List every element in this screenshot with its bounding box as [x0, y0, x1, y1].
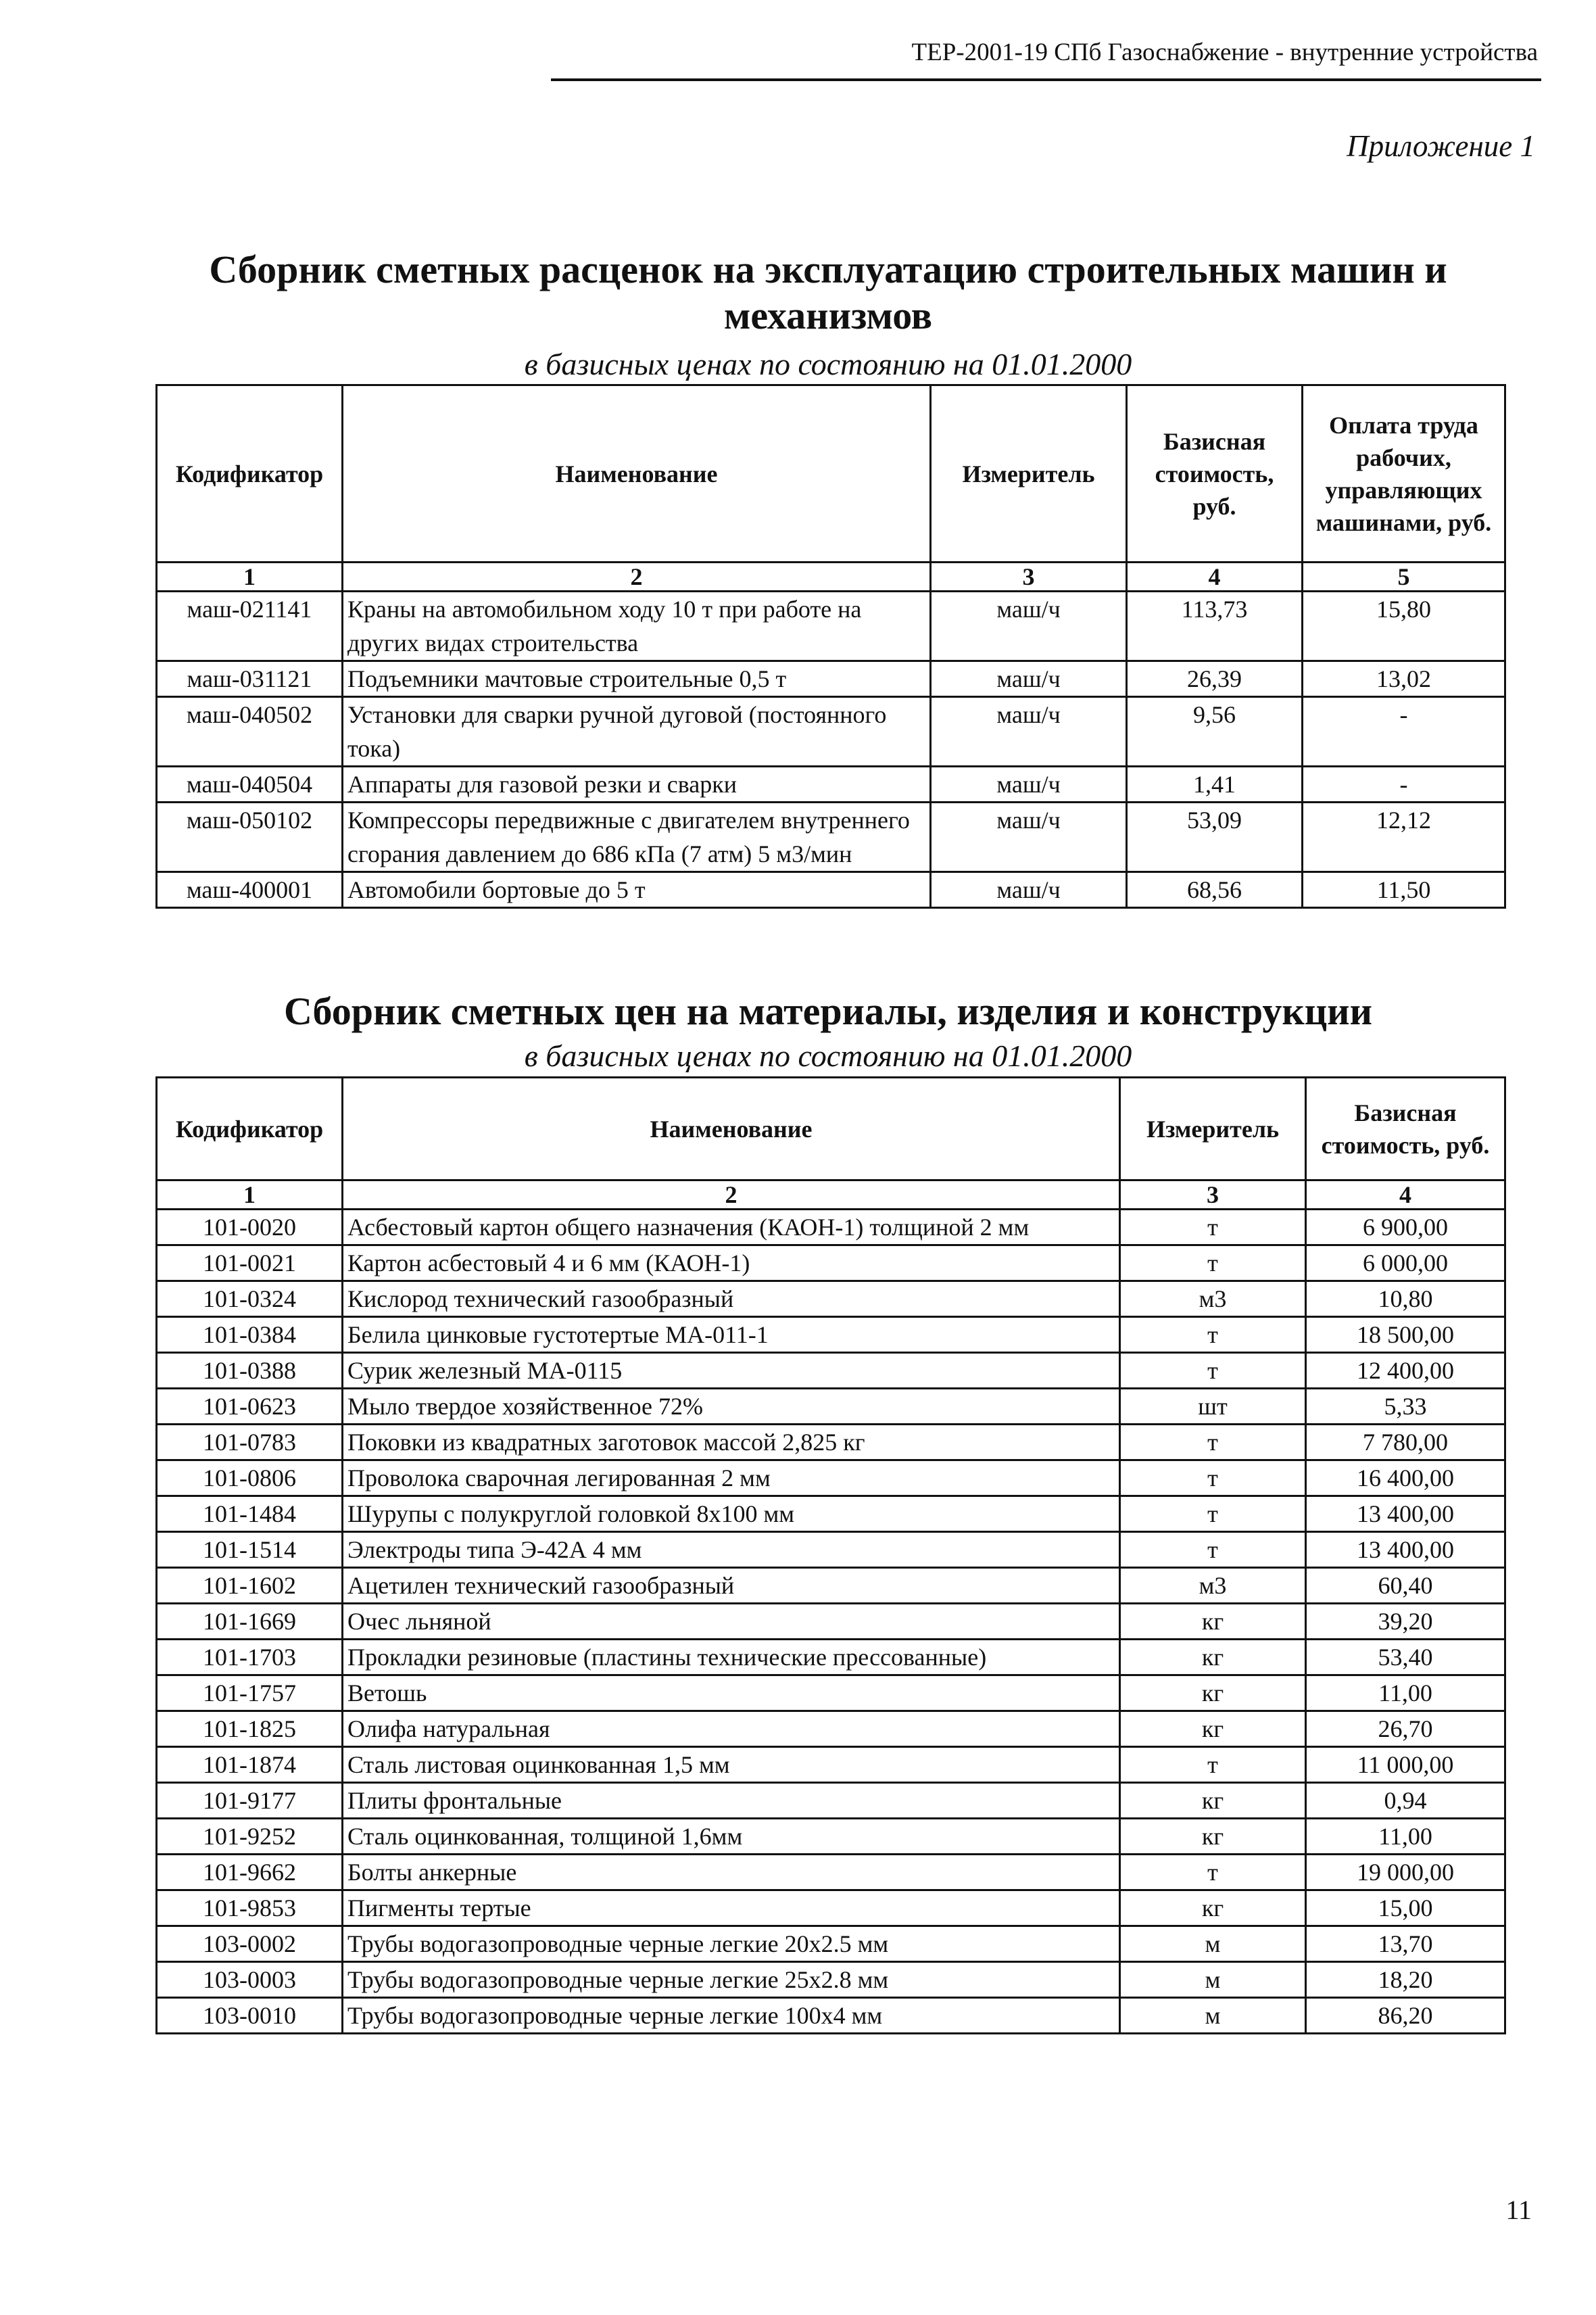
- table-row: [157, 1317, 1505, 1353]
- materials-cell-unit: кг: [1120, 1819, 1306, 1855]
- table-row: [157, 1604, 1505, 1640]
- materials-cell-unit: т: [1120, 1353, 1306, 1389]
- materials-cell-unit: кг: [1120, 1890, 1306, 1926]
- table-row: [157, 592, 1505, 661]
- materials-cell-name: Плиты фронтальные: [343, 1783, 1120, 1819]
- materials-cell-unit: кг: [1120, 1604, 1306, 1640]
- materials-cell-unit: т: [1120, 1532, 1306, 1568]
- materials-cell-name: Асбестовый картон общего назначения (КАОН-1) толщиной 2 мм: [343, 1210, 1120, 1245]
- materials-cell-code: 101-9662: [157, 1855, 343, 1890]
- materials-cell-cost: 18,20: [1306, 1962, 1505, 1998]
- machines-header-row: [157, 385, 1505, 563]
- machines-cell-unit: маш/ч: [931, 767, 1127, 803]
- materials-cell-name: Ацетилен технический газообразный: [343, 1568, 1120, 1604]
- materials-header-unit: Измеритель: [1120, 1078, 1306, 1180]
- materials-colnum: 4: [1306, 1180, 1505, 1210]
- machines-cell-code: маш-050102: [157, 803, 343, 872]
- table-row: [157, 1460, 1505, 1496]
- machines-colnum: 3: [931, 563, 1127, 592]
- machines-subtitle: в базисных ценах по состоянию на 01.01.2000: [524, 347, 1132, 381]
- machines-header-cost: Базисная стоимость, руб.: [1127, 385, 1303, 563]
- materials-cell-name: Олифа натуральная: [343, 1711, 1120, 1747]
- materials-cell-cost: 13 400,00: [1306, 1496, 1505, 1532]
- materials-cell-code: 101-1602: [157, 1568, 343, 1604]
- materials-cell-cost: 26,70: [1306, 1711, 1505, 1747]
- table-row: [157, 1245, 1505, 1281]
- materials-cell-code: 103-0003: [157, 1962, 343, 1998]
- machines-cell-unit: маш/ч: [931, 592, 1127, 661]
- materials-cell-name: Ветошь: [343, 1675, 1120, 1711]
- materials-cell-cost: 18 500,00: [1306, 1317, 1505, 1353]
- materials-cell-name: Картон асбестовый 4 и 6 мм (КАОН-1): [343, 1245, 1120, 1281]
- materials-column-numbers: [157, 1180, 1505, 1210]
- materials-cell-unit: кг: [1120, 1711, 1306, 1747]
- machines-title-line2: механизмов: [723, 293, 933, 337]
- table-row: [157, 697, 1505, 767]
- machines-colnum: 4: [1127, 563, 1303, 592]
- materials-cell-code: 101-0806: [157, 1460, 343, 1496]
- materials-cell-unit: т: [1120, 1496, 1306, 1532]
- materials-cell-code: 101-1514: [157, 1532, 343, 1568]
- materials-cell-name: Сталь листовая оцинкованная 1,5 мм: [343, 1747, 1120, 1783]
- materials-cell-code: 101-1757: [157, 1675, 343, 1711]
- table-row: [157, 1353, 1505, 1389]
- materials-cell-cost: 6 000,00: [1306, 1245, 1505, 1281]
- materials-cell-cost: 5,33: [1306, 1389, 1505, 1425]
- machines-cell-cost: 1,41: [1127, 767, 1303, 803]
- materials-cell-name: Очес льняной: [343, 1604, 1120, 1640]
- materials-cell-name: Прокладки резиновые (пластины технические прессованные): [343, 1640, 1120, 1675]
- materials-cell-cost: 16 400,00: [1306, 1460, 1505, 1496]
- materials-cell-unit: м: [1120, 1998, 1306, 2034]
- materials-cell-unit: т: [1120, 1747, 1306, 1783]
- table-row: [157, 1675, 1505, 1711]
- table-row: [157, 1783, 1505, 1819]
- materials-cell-unit: шт: [1120, 1389, 1306, 1425]
- materials-cell-code: 101-0623: [157, 1389, 343, 1425]
- materials-header-name: Наименование: [343, 1078, 1120, 1180]
- materials-cell-name: Проволока сварочная легированная 2 мм: [343, 1460, 1120, 1496]
- appendix-label: Приложение 1: [1347, 129, 1535, 163]
- materials-colnum: 1: [157, 1180, 343, 1210]
- machines-cell-name: Аппараты для газовой резки и сварки: [343, 767, 931, 803]
- machines-colnum: 1: [157, 563, 343, 592]
- table-row: [157, 1281, 1505, 1317]
- materials-cell-unit: т: [1120, 1210, 1306, 1245]
- materials-cell-name: Трубы водогазопроводные черные легкие 100х4 мм: [343, 1998, 1120, 2034]
- materials-cell-cost: 15,00: [1306, 1890, 1505, 1926]
- materials-cell-code: 101-0020: [157, 1210, 343, 1245]
- materials-cell-name: Пигменты тертые: [343, 1890, 1120, 1926]
- materials-title: Сборник сметных цен на материалы, изделия и конструкции: [283, 989, 1373, 1033]
- machines-colnum: 2: [343, 563, 931, 592]
- machines-cell-wage: 12,12: [1303, 803, 1505, 872]
- materials-cell-unit: т: [1120, 1317, 1306, 1353]
- materials-colnum: 2: [343, 1180, 1120, 1210]
- materials-cell-code: 101-1825: [157, 1711, 343, 1747]
- machines-cell-unit: маш/ч: [931, 697, 1127, 767]
- machines-cell-code: маш-040502: [157, 697, 343, 767]
- materials-cell-code: 101-9252: [157, 1819, 343, 1855]
- table-row: [157, 1210, 1505, 1245]
- table-row: [157, 803, 1505, 872]
- materials-cell-cost: 13 400,00: [1306, 1532, 1505, 1568]
- table-row: [157, 1855, 1505, 1890]
- machines-cell-wage: 15,80: [1303, 592, 1505, 661]
- table-row: [157, 872, 1505, 908]
- materials-cell-cost: 19 000,00: [1306, 1855, 1505, 1890]
- machines-cell-code: маш-400001: [157, 872, 343, 908]
- materials-cell-code: 101-0384: [157, 1317, 343, 1353]
- machines-cell-unit: маш/ч: [931, 803, 1127, 872]
- table-row: [157, 1389, 1505, 1425]
- materials-cell-unit: кг: [1120, 1675, 1306, 1711]
- machines-cell-wage: -: [1303, 697, 1505, 767]
- materials-colnum: 3: [1120, 1180, 1306, 1210]
- materials-cell-code: 101-1669: [157, 1604, 343, 1640]
- materials-cell-code: 101-0324: [157, 1281, 343, 1317]
- table-row: [157, 1640, 1505, 1675]
- machines-cell-name: Установки для сварки ручной дуговой (постоянного тока): [343, 697, 931, 767]
- table-row: [157, 1568, 1505, 1604]
- materials-cell-code: 101-9853: [157, 1890, 343, 1926]
- materials-header-code: Кодификатор: [157, 1078, 343, 1180]
- machines-cell-code: маш-021141: [157, 592, 343, 661]
- materials-cell-code: 101-1703: [157, 1640, 343, 1675]
- materials-cell-cost: 11,00: [1306, 1819, 1505, 1855]
- machines-cell-unit: маш/ч: [931, 661, 1127, 697]
- machines-header-unit: Измеритель: [931, 385, 1127, 563]
- machines-table: [155, 384, 1506, 909]
- materials-subtitle: в базисных ценах по состоянию на 01.01.2000: [524, 1039, 1132, 1073]
- materials-cell-name: Сурик железный МА-0115: [343, 1353, 1120, 1389]
- machines-column-numbers: [157, 563, 1505, 592]
- machines-cell-code: маш-040504: [157, 767, 343, 803]
- materials-cell-cost: 86,20: [1306, 1998, 1505, 2034]
- materials-cell-code: 101-0783: [157, 1425, 343, 1460]
- table-row: [157, 1890, 1505, 1926]
- header-divider: [551, 78, 1541, 81]
- materials-cell-cost: 10,80: [1306, 1281, 1505, 1317]
- machines-title: [155, 247, 1501, 339]
- table-row: [157, 661, 1505, 697]
- materials-cell-name: Кислород технический газообразный: [343, 1281, 1120, 1317]
- materials-header-cost: Базисная стоимость, руб.: [1306, 1078, 1505, 1180]
- machines-cell-name: Компрессоры передвижные с двигателем внутреннего сгорания давлением до 686 кПа (7 атм) 5 м3/мин: [343, 803, 931, 872]
- materials-cell-unit: т: [1120, 1855, 1306, 1890]
- materials-cell-code: 101-1874: [157, 1747, 343, 1783]
- machines-header-name: Наименование: [343, 385, 931, 563]
- materials-cell-code: 101-0388: [157, 1353, 343, 1389]
- machines-cell-cost: 53,09: [1127, 803, 1303, 872]
- materials-cell-code: 103-0002: [157, 1926, 343, 1962]
- machines-header-code: Кодификатор: [157, 385, 343, 563]
- machines-cell-name: Подъемники мачтовые строительные 0,5 т: [343, 661, 931, 697]
- machines-cell-cost: 9,56: [1127, 697, 1303, 767]
- materials-cell-code: 101-1484: [157, 1496, 343, 1532]
- materials-cell-code: 101-0021: [157, 1245, 343, 1281]
- machines-cell-wage: 13,02: [1303, 661, 1505, 697]
- materials-cell-name: Электроды типа Э-42А 4 мм: [343, 1532, 1120, 1568]
- table-row: [157, 1496, 1505, 1532]
- materials-cell-cost: 7 780,00: [1306, 1425, 1505, 1460]
- materials-cell-name: Болты анкерные: [343, 1855, 1120, 1890]
- materials-cell-name: Трубы водогазопроводные черные легкие 25х2.8 мм: [343, 1962, 1120, 1998]
- materials-cell-unit: т: [1120, 1460, 1306, 1496]
- materials-cell-unit: м: [1120, 1926, 1306, 1962]
- materials-cell-unit: м3: [1120, 1281, 1306, 1317]
- materials-cell-cost: 53,40: [1306, 1640, 1505, 1675]
- machines-cell-name: Краны на автомобильном ходу 10 т при работе на других видах строительства: [343, 592, 931, 661]
- materials-cell-cost: 60,40: [1306, 1568, 1505, 1604]
- machines-header-wage: Оплата труда рабочих, управляющих машинами, руб.: [1303, 385, 1505, 563]
- table-row: [157, 1532, 1505, 1568]
- materials-header-row: [157, 1078, 1505, 1180]
- materials-cell-name: Шурупы с полукруглой головкой 8х100 мм: [343, 1496, 1120, 1532]
- machines-cell-wage: 11,50: [1303, 872, 1505, 908]
- materials-table: [155, 1076, 1506, 2034]
- materials-cell-unit: кг: [1120, 1783, 1306, 1819]
- machines-cell-code: маш-031121: [157, 661, 343, 697]
- materials-cell-name: Поковки из квадратных заготовок массой 2,825 кг: [343, 1425, 1120, 1460]
- table-row: [157, 1425, 1505, 1460]
- materials-cell-unit: т: [1120, 1245, 1306, 1281]
- materials-cell-code: 103-0010: [157, 1998, 343, 2034]
- table-row: [157, 1926, 1505, 1962]
- table-row: [157, 1819, 1505, 1855]
- materials-cell-cost: 0,94: [1306, 1783, 1505, 1819]
- machines-cell-cost: 68,56: [1127, 872, 1303, 908]
- machines-colnum: 5: [1303, 563, 1505, 592]
- materials-cell-name: Сталь оцинкованная, толщиной 1,6мм: [343, 1819, 1120, 1855]
- materials-cell-code: 101-9177: [157, 1783, 343, 1819]
- machines-cell-unit: маш/ч: [931, 872, 1127, 908]
- materials-cell-unit: м3: [1120, 1568, 1306, 1604]
- table-row: [157, 1747, 1505, 1783]
- running-title: ТЕР-2001-19 СПб Газоснабжение - внутренние устройства: [911, 39, 1538, 66]
- materials-cell-name: Трубы водогазопроводные черные легкие 20х2.5 мм: [343, 1926, 1120, 1962]
- materials-cell-cost: 6 900,00: [1306, 1210, 1505, 1245]
- materials-cell-name: Белила цинковые густотертые МА-011-1: [343, 1317, 1120, 1353]
- machines-title-line1: Сборник сметных расценок на эксплуатацию строительных машин и: [209, 247, 1447, 291]
- materials-cell-name: Мыло твердое хозяйственное 72%: [343, 1389, 1120, 1425]
- machines-cell-name: Автомобили бортовые до 5 т: [343, 872, 931, 908]
- machines-cell-cost: 113,73: [1127, 592, 1303, 661]
- table-row: [157, 1998, 1505, 2034]
- table-row: [157, 1962, 1505, 1998]
- materials-cell-cost: 39,20: [1306, 1604, 1505, 1640]
- materials-cell-unit: кг: [1120, 1640, 1306, 1675]
- machines-cell-cost: 26,39: [1127, 661, 1303, 697]
- table-row: [157, 767, 1505, 803]
- materials-cell-unit: т: [1120, 1425, 1306, 1460]
- materials-cell-cost: 11 000,00: [1306, 1747, 1505, 1783]
- machines-cell-wage: -: [1303, 767, 1505, 803]
- page-number: 11: [1505, 2195, 1532, 2225]
- table-row: [157, 1711, 1505, 1747]
- materials-cell-cost: 12 400,00: [1306, 1353, 1505, 1389]
- materials-cell-cost: 13,70: [1306, 1926, 1505, 1962]
- materials-cell-cost: 11,00: [1306, 1675, 1505, 1711]
- materials-cell-unit: м: [1120, 1962, 1306, 1998]
